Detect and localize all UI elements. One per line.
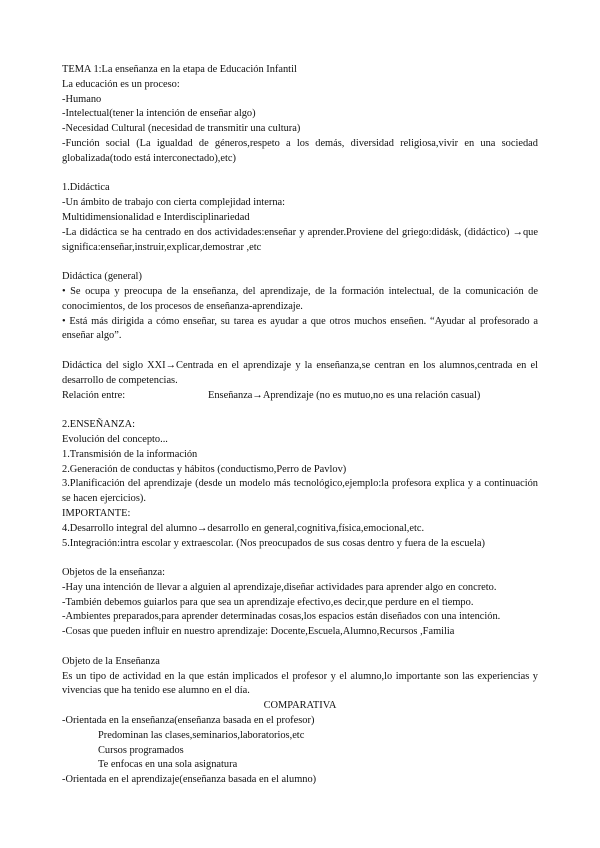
tema-title: TEMA 1:La enseñanza en la etapa de Educación Infantil xyxy=(62,64,297,75)
document-page xyxy=(62,63,538,788)
list-item: -Humano xyxy=(62,93,102,105)
list-item: 1.Transmisión de la información xyxy=(62,448,198,460)
list-item: 5.Integración:intra escolar y extraescolar. (Nos preocupados de sus cosas dentro y fuera de la escuela) xyxy=(62,537,485,549)
section-title-objeto: Objeto de la Enseñanza xyxy=(62,655,160,667)
section-title-didactica-general: Didáctica (general) xyxy=(62,271,142,283)
relation-row xyxy=(62,389,538,404)
list-item: 3.Planificación del aprendizaje (desde un modelo más tecnológico,ejemplo:la profesora explica y a continuación se hacen ejercicios). xyxy=(62,478,538,505)
section-title-ensenanza: 2.ENSEÑANZA: xyxy=(62,419,136,431)
sub-item: Predominan las clases,seminarios,laboratorios,etc xyxy=(98,729,305,741)
comparativa-heading: COMPARATIVA xyxy=(263,700,337,712)
list-item: -Función social (La igualdad de géneros,respeto a los demás, diversidad religiosa,vivir en una sociedad globalizada(todo está interconectado),etc) xyxy=(62,137,538,164)
paragraph: Multidimensionalidad e Interdisciplinariedad xyxy=(62,211,250,223)
important-label: IMPORTANTE: xyxy=(62,507,131,519)
list-item: -Necesidad Cultural (necesidad de transmitir una cultura) xyxy=(62,123,301,135)
section-title-didactica: 1.Didáctica xyxy=(62,182,110,194)
relation-label: Relación entre: xyxy=(62,389,126,401)
list-item: -Orientada en el aprendizaje(enseñanza basada en el alumno) xyxy=(62,774,317,786)
list-item: 2.Generación de conductas y hábitos (conductismo,Perro de Pavlov) xyxy=(62,463,347,475)
list-item: -Orientada en la enseñanza(enseñanza basada en el profesor) xyxy=(62,715,315,727)
paragraph: -Un ámbito de trabajo con cierta complejidad interna: xyxy=(62,197,286,209)
list-item: -Intelectual(tener la intención de enseñar algo) xyxy=(62,108,256,120)
list-item: -También debemos guiarlos para que sea un aprendizaje efectivo,es decir,que perdure en el tiempo. xyxy=(62,596,474,608)
paragraph: Es un tipo de actividad en la que están implicados el profesor y el alumno,lo importante son las experiencias y vivencias que ha tenido ese alumno en el día. xyxy=(62,670,538,697)
list-item: 4.Desarrollo integral del alumno→desarrollo en general,cognitiva,física,emocional,etc. xyxy=(62,522,425,534)
list-item: -Cosas que pueden influir en nuestro aprendizaje: Docente,Escuela,Alumno,Recursos ,Familia xyxy=(62,626,455,638)
tema-intro: La educación es un proceso: xyxy=(62,78,180,90)
sub-item: Cursos programados xyxy=(98,744,184,756)
paragraph-siglo-xxi: Didáctica del siglo XXI→Centrada en el aprendizaje y la enseñanza,se centran en los alumnos,centrada en el desarrollo de competencias. xyxy=(62,359,538,386)
paragraph: Evolución del concepto... xyxy=(62,433,168,445)
sub-item: Te enfocas en una sola asignatura xyxy=(98,759,238,771)
list-item: -Ambientes preparados,para aprender determinadas cosas,los espacios están diseñados con una intención. xyxy=(62,611,501,623)
relation-value: Enseñanza→Aprendizaje (no es mutuo,no es una relación casual) xyxy=(208,389,481,401)
paragraph: -La didáctica se ha centrado en dos actividades:enseñar y aprender.Proviene del griego:didásk, (didáctico) →que significa:enseñar,instruir,explicar,demostrar ,etc xyxy=(62,226,538,253)
list-item: -Hay una intención de llevar a alguien al aprendizaje,diseñar actividades para aprender algo en concreto. xyxy=(62,581,497,593)
bullet-item: • Está más dirigida a cómo enseñar, su tarea es ayudar a que otros muchos enseñen. “Ayudar al profesorado a enseñar algo”. xyxy=(62,315,538,342)
section-title-objetos: Objetos de la enseñanza: xyxy=(62,567,165,579)
bullet-item: • Se ocupa y preocupa de la enseñanza, del aprendizaje, de la formación intelectual, de la comunicación de conocimientos, de los procesos de enseñanza-aprendizaje. xyxy=(62,285,538,312)
